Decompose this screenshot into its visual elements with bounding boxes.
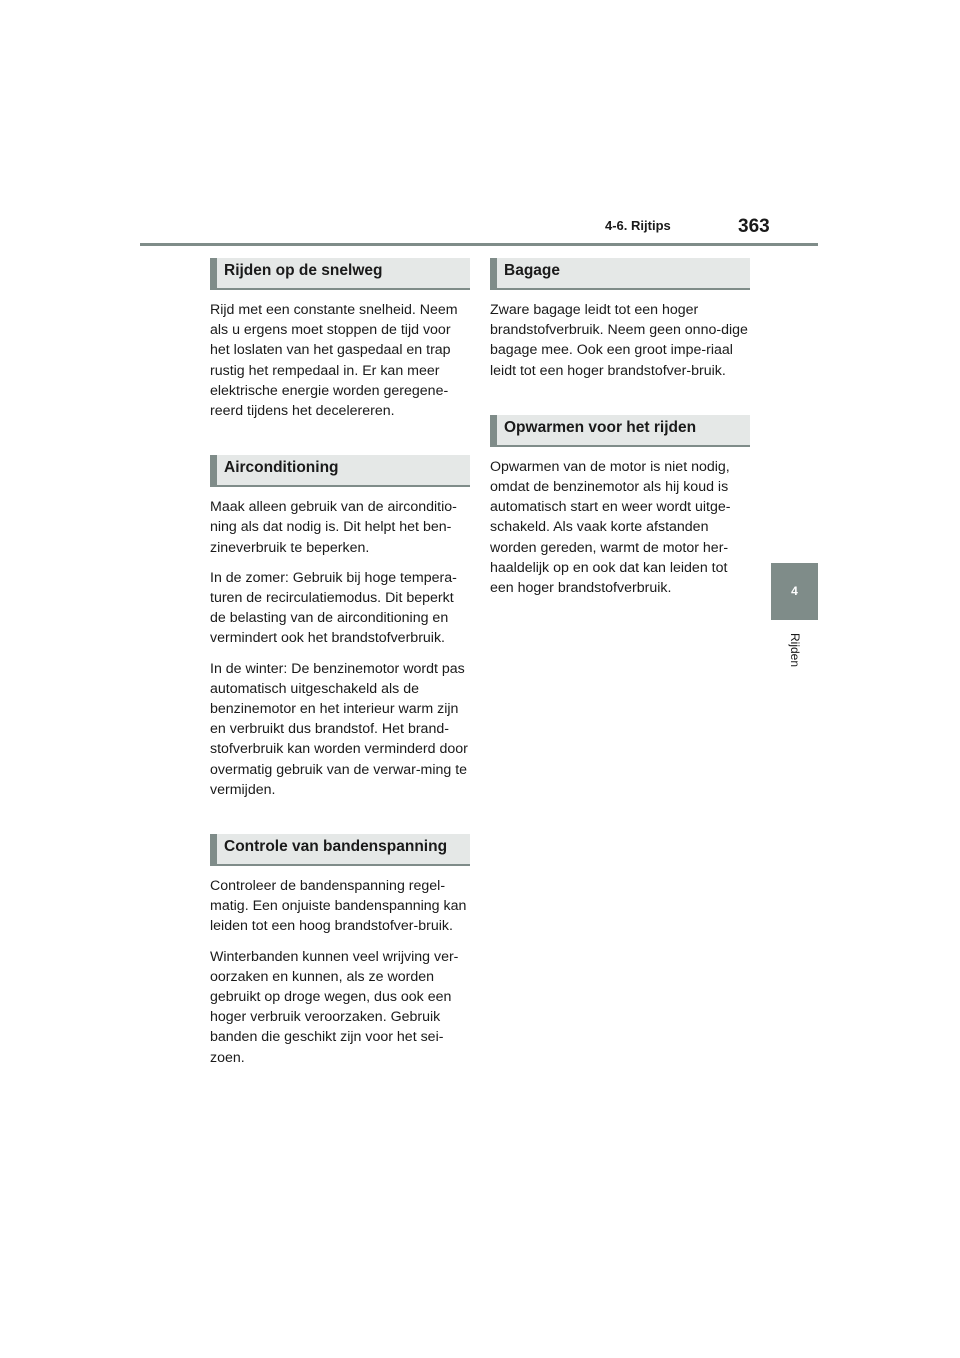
paragraph: Winterbanden kunnen veel wrijving ver-oorzaken en kunnen, als ze worden gebruikt op droge wegen, dus ook een hoger verbruik veroorzaken. Gebruik banden die geschikt zijn voor het sei-zoen. (210, 948, 459, 1066)
chapter-label: Rijden (788, 632, 802, 668)
paragraph: Rijd met een constante snelheid. Neem als u ergens moet stoppen de tijd voor het loslaten van het gaspedaal en trap rustig het rempedaal in. Er kan meer elektrische energie worden geregene-reerd tijdens het decelereren. (210, 302, 458, 420)
heading-bagage: Bagage (490, 258, 750, 290)
heading-opwarmen-voor-het-rijden: Opwarmen voor het rijden (490, 415, 750, 447)
heading-controle-van-bandenspanning: Controle van bandenspanning (210, 834, 470, 866)
paragraph: In de zomer: Gebruik bij hoge tempera-turen de recirculatiemodus. Dit beperkt de belasting van de airconditioning en vermindert ook het brandstofverbruik. (210, 569, 457, 647)
paragraph: Opwarmen van de motor is niet nodig, omdat de benzinemotor als hij koud is automatisch start en weer wordt uitge-schakeld. Als vaak korte afstanden worden gereden, warmt de motor her-haaldelijk op en ook dat kan leiden tot een hoger brandstofverbruik. (490, 458, 731, 597)
left-column (210, 258, 470, 1078)
section-header: 4-6. Rijtips (605, 218, 671, 233)
header-rule (140, 243, 818, 246)
paragraph: Maak alleen gebruik van de airconditio-ning als dat nodig is. Dit helpt het ben-zineverbruik te beperken. (210, 499, 457, 556)
heading-airconditioning: Airconditioning (210, 455, 470, 487)
paragraph: In de winter: De benzinemotor wordt pas automatisch uitgeschakeld als de benzinemotor en het interieur warm zijn en verbruikt dus brandstof. Het brand-stofverbruik kan worden verminderd door overmatig gebruik van de verwar-ming te vermijden. (210, 660, 468, 798)
heading-rijden-op-de-snelweg: Rijden op de snelweg (210, 258, 470, 290)
paragraph: Zware bagage leidt tot een hoger brandstofverbruik. Neem geen onno-dige bagage mee. Ook een groot impe-riaal leidt tot een hoger brandstofver-bruik. (490, 302, 748, 379)
right-column (490, 258, 750, 608)
page-number: 363 (738, 216, 770, 237)
chapter-tab: 4 (771, 563, 818, 620)
paragraph: Controleer de bandenspanning regel-matig. Een onjuiste bandenspanning kan leiden tot een hoog brandstofver-bruik. (210, 878, 467, 935)
